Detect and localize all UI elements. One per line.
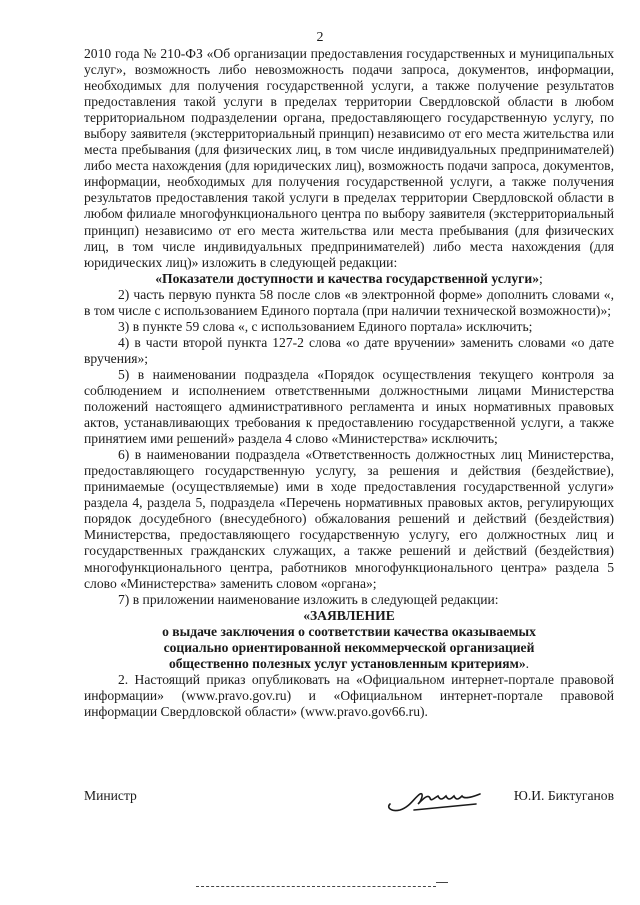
paragraph-item-4: 4) в части второй пункта 127-2 слова «о дате вручении» заменить словами «о дате вручения»; — [84, 334, 614, 366]
paragraph-continuation: 2010 года № 210-ФЗ «Об организации предоставления государственных и муниципальных услуг», возможность либо невозможность подачи запроса, документов, информации, необходимых для получения государственной услуги, а также получение результатов предоставления такой услуги в пределах территории Свердловской области в любом территориальном подразделении органа, предоставляющего государственную услугу, по выбору заявителя (экстерриториальный принцип) независимо от его места жительства или места пребывания (для физических лиц, в том числе индивидуальных предпринимателей) либо места нахождения (для юридических лиц), возможность подачи запроса, документов, информации, необходимых для получения государственной услуги, а также получения результатов предоставления такой услуги в пределах территории Свердловской области в любом филиале многофункционального центра по выбору заявителя (экстерриториальный принцип) независимо от его места жительства или места пребывания (для физических лиц, в том числе индивидуальных предпринимателей) либо места нахождения (для юридических лиц)» изложить в следующей редакции: — [84, 46, 614, 270]
paragraph-publication: 2. Настоящий приказ опубликовать на «Официальном интернет-портале правовой информации» (www.pravo.gov.ru) и «Официальном интернет-портале правовой информации Свердловской области» (www.pravo.gov66.ru). — [84, 671, 614, 719]
paragraph-item-7: 7) в приложении наименование изложить в следующей редакции: — [118, 591, 499, 607]
signatory-name: Ю.И. Биктуганов — [513, 788, 614, 803]
quoted-section-title-tail: ; — [539, 270, 543, 286]
paragraph-quoted-title — [84, 271, 614, 287]
application-heading-line-1: «ЗАЯВЛЕНИЕ — [303, 607, 395, 623]
footer-mark — [436, 882, 448, 889]
paragraph-item-3: 3) в пункте 59 слова «, с использованием Единого портала» исключить; — [118, 318, 533, 334]
signature-block — [84, 784, 614, 814]
footer-rule — [196, 886, 436, 887]
application-heading-line-4-tail: . — [525, 655, 530, 671]
paragraph-item-6: 6) в наименовании подраздела «Ответственность должностных лиц Министерства, предоставляющего государственную услугу, за решения и действия (бездействие), принимаемые (осуществляемые) ими в ходе предоставления государственной услуги» раздела 4, раздела 5, подраздела «Перечень нормативных правовых актов, регулирующих порядок досудебного (внесудебного) обжалования решений и действий (бездействия) Министерства, предоставляющего государственную услугу, его должностных лиц и государственных гражданских служащих, а также решений и действий (бездействия) многофункционального центра, работников многофункционального центра» раздела 5 слово «Министерства» заменить словом «органа»; — [84, 447, 614, 591]
paragraph-item-2: 2) часть первую пункта 58 после слов «в электронной форме» дополнить словами «, в том числе с использованием Единого портала (при наличии технической возможности)»; — [84, 286, 614, 318]
application-heading-line-4 — [84, 656, 614, 672]
application-heading-line-3: социально ориентированной некоммерческой организацией — [163, 639, 535, 655]
document-body — [84, 46, 614, 720]
application-heading-line-2: о выдаче заключения о соответствии качества оказываемых — [162, 623, 536, 639]
application-heading-line-4-text: общественно полезных услуг установленным критериям» — [168, 655, 526, 671]
signatory-title: Министр — [84, 788, 137, 803]
page-number: 2 — [316, 30, 324, 45]
handwritten-signature — [384, 784, 494, 816]
quoted-section-title: «Показатели доступности и качества государственной услуги» — [155, 270, 539, 286]
paragraph-item-5: 5) в наименовании подраздела «Порядок осуществления текущего контроля за соблюдением и исполнением ответственными должностными лицами Министерства положений настоящего административного регламента и иных нормативных правовых актов, устанавливающих требования к предоставлению государственной услуги, а также принятием ими решений» раздела 4 слово «Министерства» исключить; — [84, 366, 614, 447]
